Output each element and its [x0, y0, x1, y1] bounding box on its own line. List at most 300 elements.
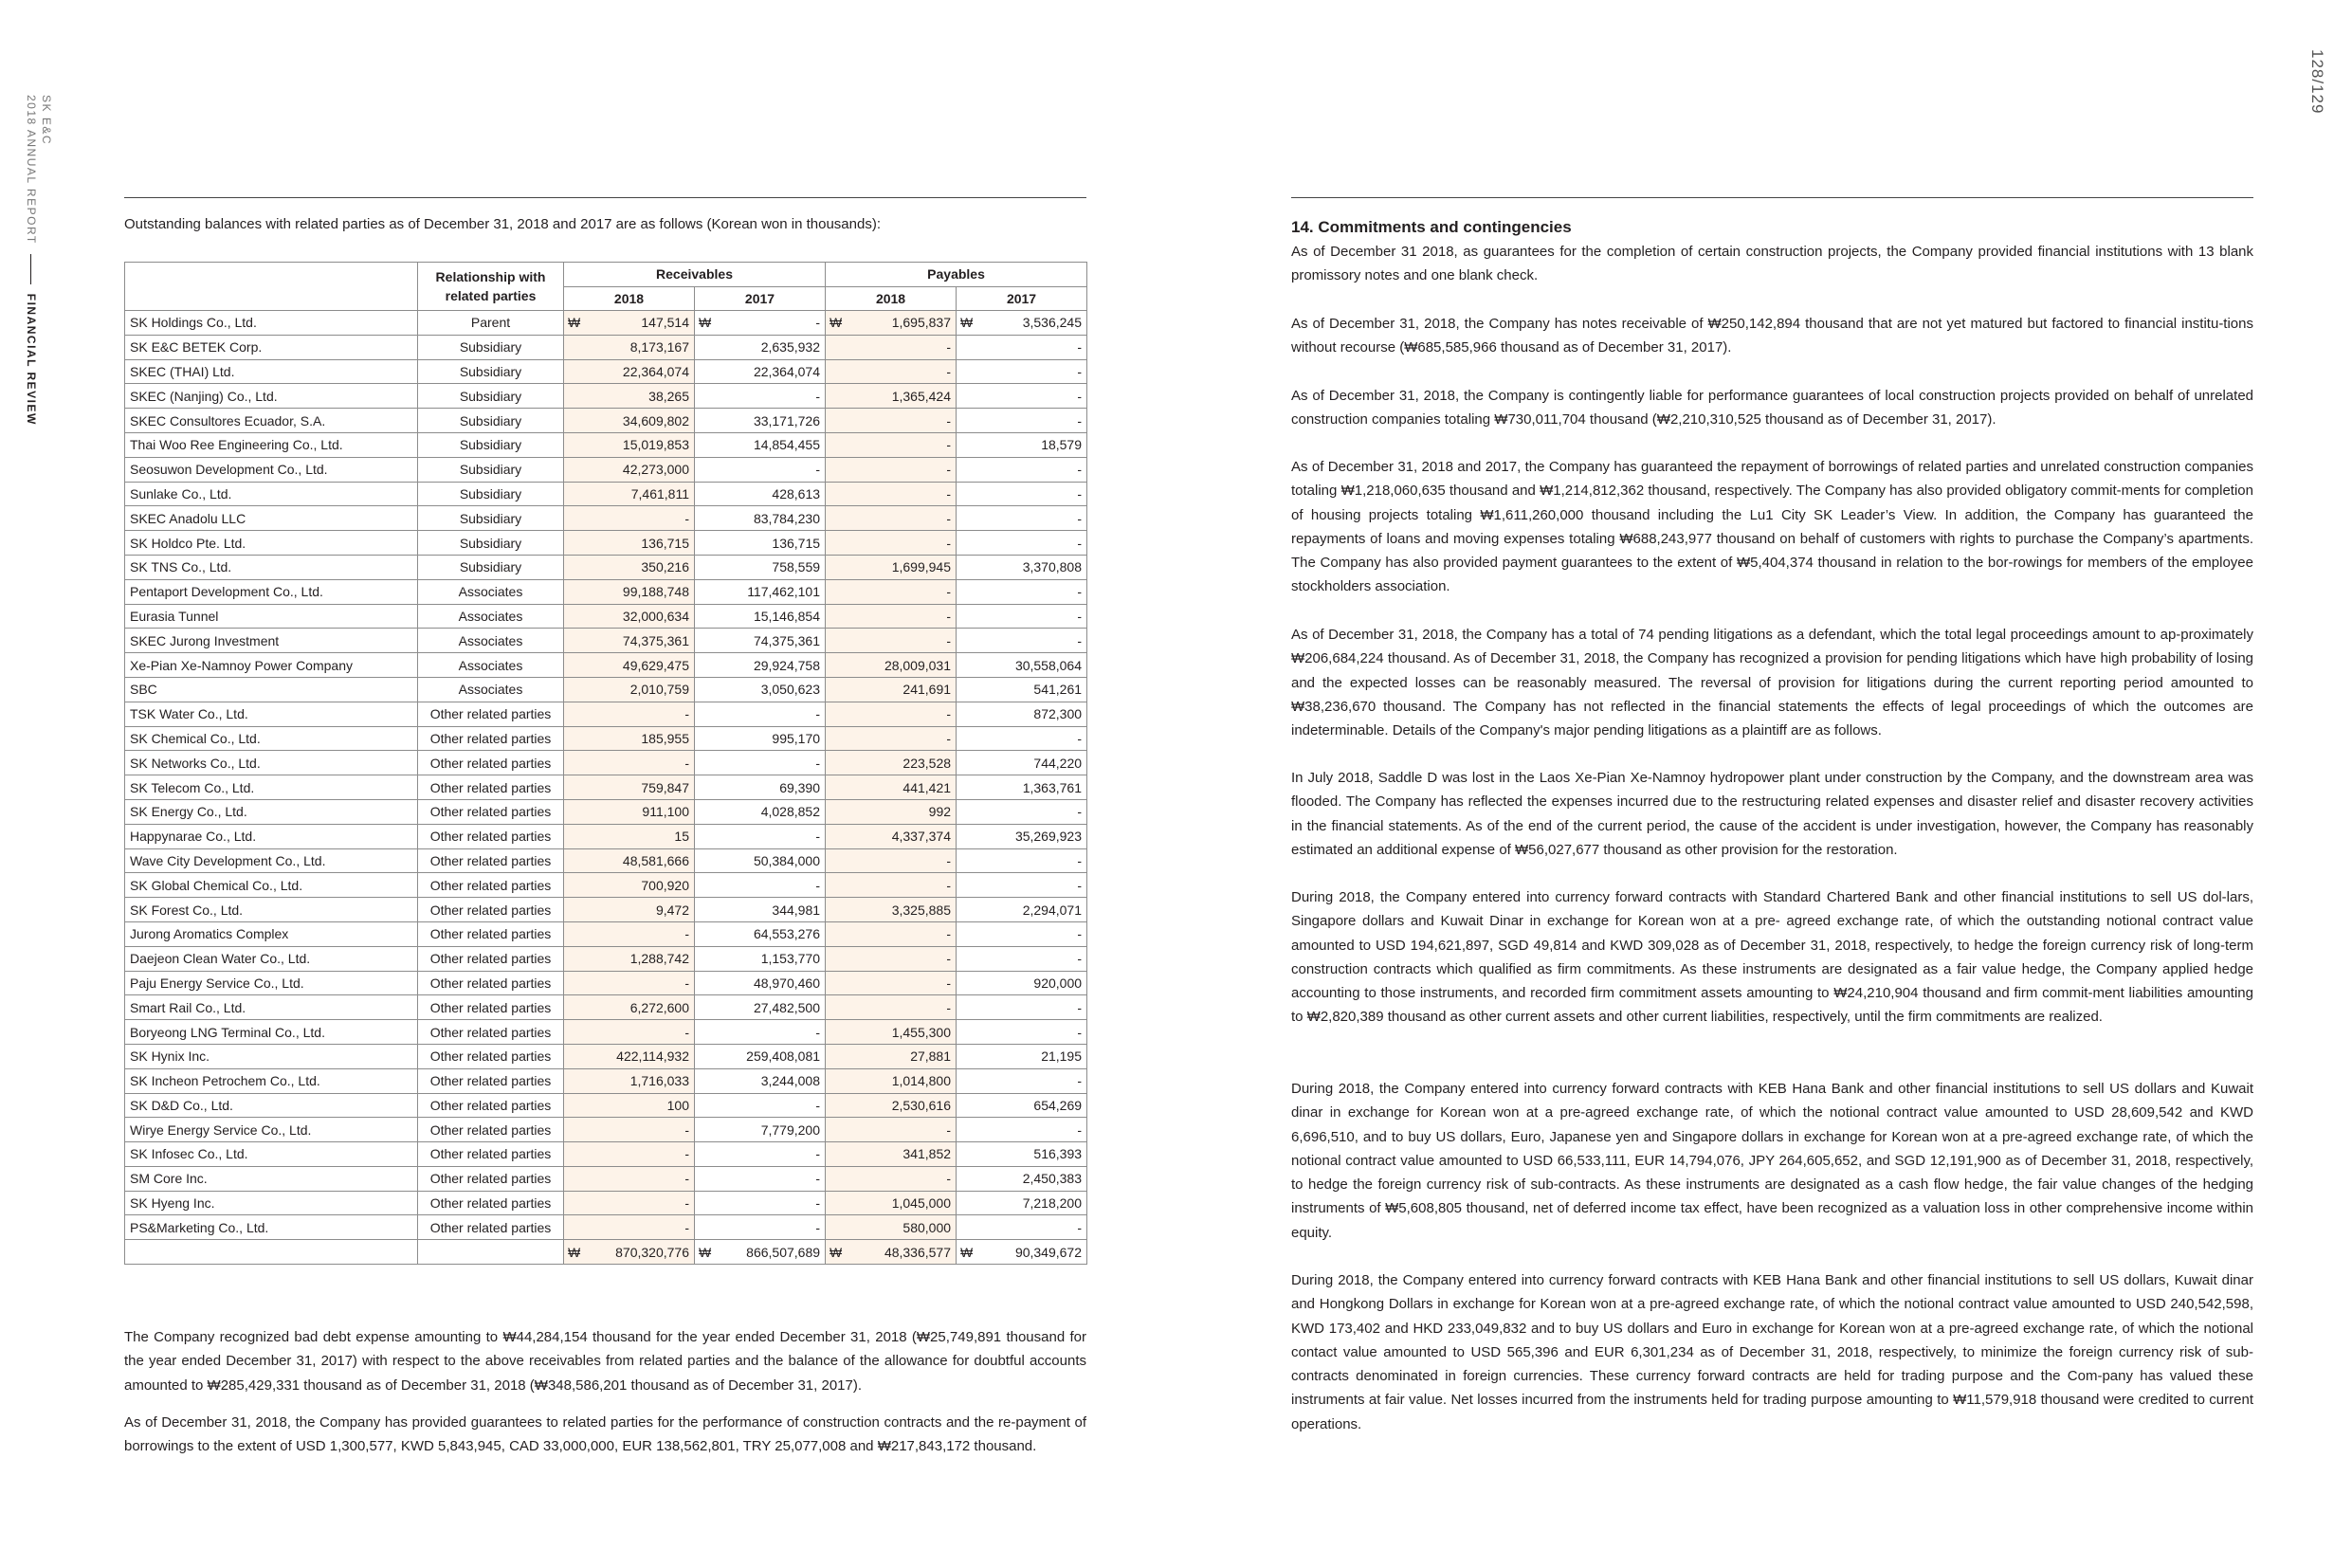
amount-value: 344,981 — [772, 902, 821, 918]
currency-symbol: ₩ — [830, 315, 843, 331]
company-name: SK Global Chemical Co., Ltd. — [125, 873, 418, 898]
amount-value: - — [684, 510, 689, 526]
table-row — [125, 1020, 1087, 1045]
amount-r17 — [695, 482, 826, 506]
amount-value: - — [1077, 999, 1083, 1015]
amount-r18 — [564, 775, 695, 800]
amount-p18 — [826, 873, 957, 898]
table-row — [125, 921, 1087, 946]
amount-p17 — [957, 848, 1087, 873]
amount-value: 48,970,460 — [753, 975, 821, 991]
amount-value: 50,384,000 — [753, 852, 821, 868]
amount-r17 — [695, 824, 826, 848]
amount-value: 1,695,837 — [891, 315, 952, 331]
company-name: SK Hyeng Inc. — [125, 1191, 418, 1215]
amount-value: - — [946, 363, 952, 379]
amount-r18 — [564, 799, 695, 824]
amount-value: 759,847 — [641, 779, 689, 795]
amount-r18 — [564, 946, 695, 971]
amount-value: 2,010,759 — [629, 682, 689, 698]
amount-r17 — [695, 457, 826, 482]
amount-p18 — [826, 1118, 957, 1142]
amount-value: - — [815, 829, 821, 845]
amount-p17 — [957, 506, 1087, 531]
amount-value: 3,050,623 — [760, 682, 821, 698]
amount-p17 — [957, 1044, 1087, 1068]
relationship: Subsidiary — [418, 555, 564, 579]
amount-value: 350,216 — [641, 559, 689, 575]
table-row — [125, 751, 1087, 775]
amount-p17 — [957, 873, 1087, 898]
amount-r17 — [695, 1166, 826, 1191]
page-number: 128/129 — [2308, 49, 2326, 115]
amount-value: - — [1077, 535, 1083, 551]
amount-value: 147,514 — [641, 315, 689, 331]
amount-p17 — [957, 482, 1087, 506]
amount-value: 27,482,500 — [753, 999, 821, 1015]
company-name: Happynarae Co., Ltd. — [125, 824, 418, 848]
amount-value: - — [946, 510, 952, 526]
amount-value: - — [1077, 804, 1083, 820]
amount-p18 — [826, 1093, 957, 1118]
amount-p18 — [826, 335, 957, 359]
amount-value: - — [946, 1171, 952, 1187]
relationship: Associates — [418, 677, 564, 702]
amount-value: 441,421 — [903, 779, 952, 795]
table-row — [125, 677, 1087, 702]
amount-p17 — [957, 311, 1087, 336]
amount-p18 — [826, 1142, 957, 1167]
amount-r18 — [564, 555, 695, 579]
relationship: Subsidiary — [418, 506, 564, 531]
section-heading: 14. Commitments and contingencies — [1291, 218, 1572, 236]
amount-p18 — [826, 775, 957, 800]
amount-p17 — [957, 775, 1087, 800]
header-receivables: Receivables — [564, 263, 826, 287]
amount-value: 64,553,276 — [753, 926, 821, 942]
amount-value: - — [815, 388, 821, 404]
paragraph-1: As of December 31 2018, as guarantees for the completion of certain construction projects, the Company provided financial institutions with 13 blank promissory notes and one blank check. — [1291, 244, 2253, 284]
amount-value: 2,294,071 — [1022, 902, 1083, 918]
currency-symbol: ₩ — [960, 1244, 974, 1260]
amount-value: - — [1077, 462, 1083, 478]
amount-r17 — [695, 873, 826, 898]
amount-p18 — [826, 946, 957, 971]
relationship: Other related parties — [418, 921, 564, 946]
amount-p18 — [826, 482, 957, 506]
amount-value: 1,153,770 — [760, 951, 821, 967]
amount-value: 1,699,945 — [891, 559, 952, 575]
relationship: Associates — [418, 629, 564, 653]
amount-value: - — [1077, 1121, 1083, 1138]
table-row — [125, 531, 1087, 556]
company-name: Eurasia Tunnel — [125, 604, 418, 629]
amount-p17 — [957, 1142, 1087, 1167]
amount-p18 — [826, 653, 957, 678]
amount-value: 35,269,923 — [1014, 829, 1083, 845]
amount-p17 — [957, 921, 1087, 946]
table-row — [125, 873, 1087, 898]
company-name: SKEC (THAI) Ltd. — [125, 359, 418, 384]
relationship: Subsidiary — [418, 457, 564, 482]
amount-p18 — [826, 579, 957, 604]
amount-p17 — [957, 409, 1087, 433]
amount-p18 — [826, 1191, 957, 1215]
amount-r18 — [564, 335, 695, 359]
amount-value: - — [946, 926, 952, 942]
amount-value: - — [815, 755, 821, 771]
company-name: Xe-Pian Xe-Namnoy Power Company — [125, 653, 418, 678]
amount-r18 — [564, 482, 695, 506]
bad-debt-paragraph: The Company recognized bad debt expense amounting to ₩44,284,154 thousand for the year ended December 31, 2018 (₩25,749,891 thousand for the year ended December 31, 2017) with respect to the above receivables from related parties and the balance of the allowance for doubtful accounts amounted to ₩285,429,331 thousand as of December 31, 2018 (₩348,586,201 thousand as of December 31, 2017). — [124, 1329, 1086, 1394]
relationship: Other related parties — [418, 873, 564, 898]
amount-r18 — [564, 1118, 695, 1142]
amount-value: - — [1077, 1024, 1083, 1040]
amount-p18 — [826, 898, 957, 922]
total-value: 866,507,689 — [746, 1244, 821, 1260]
amount-p18 — [826, 555, 957, 579]
amount-value: - — [684, 1171, 689, 1187]
amount-value: - — [946, 462, 952, 478]
amount-p17 — [957, 1118, 1087, 1142]
amount-r17 — [695, 971, 826, 995]
amount-p18 — [826, 995, 957, 1020]
amount-value: - — [684, 706, 689, 722]
amount-value: 28,009,031 — [884, 657, 952, 673]
sidebar-divider — [31, 254, 32, 284]
amount-r17 — [695, 1020, 826, 1045]
amount-r17 — [695, 921, 826, 946]
amount-r18 — [564, 506, 695, 531]
company-name: SK Hynix Inc. — [125, 1044, 418, 1068]
amount-value: - — [1077, 510, 1083, 526]
amount-r17 — [695, 1118, 826, 1142]
table-row — [125, 799, 1087, 824]
relationship: Other related parties — [418, 799, 564, 824]
company-name: SK Energy Co., Ltd. — [125, 799, 418, 824]
related-party-balances-table — [124, 262, 1087, 1265]
total-p17 — [957, 1240, 1087, 1265]
amount-p18 — [826, 677, 957, 702]
company-name: SKEC (Nanjing) Co., Ltd. — [125, 384, 418, 409]
amount-value: - — [684, 926, 689, 942]
header-payables: Payables — [826, 263, 1087, 287]
amount-value: - — [684, 1219, 689, 1235]
amount-value: - — [946, 951, 952, 967]
amount-r17 — [695, 995, 826, 1020]
total-r17 — [695, 1240, 826, 1265]
amount-value: 872,300 — [1033, 706, 1083, 722]
amount-p17 — [957, 1191, 1087, 1215]
amount-value: 341,852 — [903, 1146, 952, 1162]
amount-r17 — [695, 799, 826, 824]
amount-r18 — [564, 995, 695, 1020]
amount-value: - — [946, 730, 952, 746]
amount-p17 — [957, 702, 1087, 726]
amount-p17 — [957, 1166, 1087, 1191]
amount-p17 — [957, 457, 1087, 482]
company-name: Sunlake Co., Ltd. — [125, 482, 418, 506]
amount-p17 — [957, 1215, 1087, 1240]
company-name: SK Holdings Co., Ltd. — [125, 311, 418, 336]
amount-value: 136,715 — [641, 535, 689, 551]
amount-value: - — [946, 339, 952, 356]
amount-p18 — [826, 751, 957, 775]
amount-value: 911,100 — [642, 804, 689, 820]
amount-p18 — [826, 799, 957, 824]
amount-value: - — [815, 1146, 821, 1162]
amount-value: 1,455,300 — [891, 1024, 952, 1040]
header-company — [125, 263, 418, 311]
amount-value: - — [684, 1195, 689, 1212]
table-row — [125, 946, 1087, 971]
header-receivables-2017: 2017 — [695, 286, 826, 311]
sidebar-company: SK E&C — [40, 95, 53, 146]
amount-value: - — [946, 632, 952, 648]
relationship: Subsidiary — [418, 432, 564, 457]
amount-value: - — [1077, 852, 1083, 868]
amount-value: 920,000 — [1033, 975, 1083, 991]
amount-p18 — [826, 848, 957, 873]
amount-p18 — [826, 1166, 957, 1191]
amount-r17 — [695, 653, 826, 678]
amount-value: - — [815, 1195, 821, 1212]
amount-r18 — [564, 579, 695, 604]
company-name: Smart Rail Co., Ltd. — [125, 995, 418, 1020]
amount-r17 — [695, 1068, 826, 1093]
relationship: Other related parties — [418, 824, 564, 848]
currency-symbol: ₩ — [699, 1244, 712, 1260]
company-name: Pentaport Development Co., Ltd. — [125, 579, 418, 604]
amount-p17 — [957, 995, 1087, 1020]
amount-r17 — [695, 311, 826, 336]
company-name: SKEC Anadolu LLC — [125, 506, 418, 531]
amount-value: 7,779,200 — [760, 1121, 821, 1138]
amount-value: 1,716,033 — [629, 1073, 689, 1089]
amount-value: - — [815, 462, 821, 478]
amount-r18 — [564, 1068, 695, 1093]
amount-value: - — [815, 706, 821, 722]
amount-value: 2,635,932 — [760, 339, 821, 356]
amount-value: - — [1077, 1219, 1083, 1235]
paragraph-9: During 2018, the Company entered into currency forward contracts with KEB Hana Bank and other financial institutions to sell US dollars, Kuwait dinar and Hongkong Dollars in exchange for Korean won at a pre-agreed exchange rate, of which the notional contract value amounted to USD 240,542,598, KWD 173,402 and HKD 233,049,832 and to buy US dollars and Euro in exchange for Korean won at a pre-agreed exchange rate, of which the notional contact value amounted to USD 565,396 and EUR 6,301,234 as of December 31, 2018, respectively, to minimize the foreign currency risk of sub-contracts denominated in foreign currencies. These currency forward contracts are held for trading purpose and the Com-pany has valued these instruments at fair value. Net losses incurred from the instruments held for trading purpose amounting to ₩11,579,918 thousand were credited to current operations. — [1291, 1272, 2253, 1432]
amount-value: - — [1077, 363, 1083, 379]
amount-p17 — [957, 824, 1087, 848]
sidebar-report-label: 2018 ANNUAL REPORT — [25, 95, 38, 245]
amount-value: 33,171,726 — [753, 412, 821, 428]
table-row — [125, 1093, 1087, 1118]
amount-r18 — [564, 971, 695, 995]
amount-value: - — [815, 1171, 821, 1187]
amount-value: - — [684, 1024, 689, 1040]
amount-value: - — [946, 1121, 952, 1138]
relationship: Subsidiary — [418, 335, 564, 359]
amount-value: 2,450,383 — [1022, 1171, 1083, 1187]
company-name: SK Networks Co., Ltd. — [125, 751, 418, 775]
relationship: Subsidiary — [418, 409, 564, 433]
amount-value: - — [946, 608, 952, 624]
paragraph-3: As of December 31, 2018, the Company is contingently liable for performance guarantees of local construction projects provided on behalf of unrelated construction companies totaling ₩730,011,704 thousand (₩2,210,310,525 thousand as of December 31, 2017). — [1291, 388, 2253, 428]
header-payables-2018: 2018 — [826, 286, 957, 311]
amount-value: 32,000,634 — [622, 608, 689, 624]
relationship: Subsidiary — [418, 384, 564, 409]
amount-value: - — [815, 315, 821, 331]
paragraph-2: As of December 31, 2018, the Company has notes receivable of ₩250,142,894 thousand that are not yet matured but factored to financial institu-tions without recourse (₩685,585,966 thousand as of December 31, 2017). — [1291, 316, 2253, 356]
amount-p17 — [957, 1068, 1087, 1093]
amount-p17 — [957, 335, 1087, 359]
amount-p17 — [957, 1093, 1087, 1118]
amount-value: 99,188,748 — [622, 584, 689, 600]
amount-p17 — [957, 629, 1087, 653]
amount-value: 42,273,000 — [622, 462, 689, 478]
amount-r18 — [564, 432, 695, 457]
table-row — [125, 1118, 1087, 1142]
paragraph-6: In July 2018, Saddle D was lost in the Laos Xe-Pian Xe-Namnoy hydropower plant under construction by the Company, and the downstream area was flooded. The Company has reflected the expenses incurred due to the restructuring related expenses and disaster relief and disaster recovery activities in the financial statements. As of the end of the current period, the cause of the accident is under investigation, however, the Company has reasonably estimated an additional expense of ₩56,027,677 thousand as other provision for the restoration. — [1291, 770, 2253, 858]
amount-value: - — [1077, 877, 1083, 893]
amount-p17 — [957, 946, 1087, 971]
amount-value: 7,461,811 — [630, 485, 689, 501]
amount-value: - — [1077, 632, 1083, 648]
amount-value: - — [684, 1121, 689, 1138]
relationship: Other related parties — [418, 1215, 564, 1240]
total-label — [125, 1240, 418, 1265]
table-row — [125, 1215, 1087, 1240]
amount-p17 — [957, 677, 1087, 702]
relationship: Parent — [418, 311, 564, 336]
amount-r17 — [695, 751, 826, 775]
company-name: Wave City Development Co., Ltd. — [125, 848, 418, 873]
currency-symbol: ₩ — [568, 315, 581, 331]
amount-p18 — [826, 384, 957, 409]
amount-r18 — [564, 1215, 695, 1240]
company-name: SK Telecom Co., Ltd. — [125, 775, 418, 800]
amount-value: 1,363,761 — [1022, 779, 1083, 795]
total-relationship — [418, 1240, 564, 1265]
amount-p18 — [826, 359, 957, 384]
amount-value: 117,462,101 — [747, 584, 821, 600]
company-name: SK Incheon Petrochem Co., Ltd. — [125, 1068, 418, 1093]
relationship: Subsidiary — [418, 359, 564, 384]
amount-p17 — [957, 1020, 1087, 1045]
table-row — [125, 1044, 1087, 1068]
amount-value: 541,261 — [1033, 682, 1083, 698]
amount-value: 7,218,200 — [1022, 1195, 1083, 1212]
amount-value: - — [815, 877, 821, 893]
amount-r17 — [695, 359, 826, 384]
table-row — [125, 995, 1087, 1020]
amount-r18 — [564, 384, 695, 409]
amount-r17 — [695, 1191, 826, 1215]
relationship: Other related parties — [418, 751, 564, 775]
table-row — [125, 311, 1087, 336]
table-row — [125, 482, 1087, 506]
amount-r18 — [564, 848, 695, 873]
amount-value: 700,920 — [641, 877, 689, 893]
relationship: Other related parties — [418, 1142, 564, 1167]
amount-p17 — [957, 799, 1087, 824]
amount-value: 580,000 — [903, 1219, 952, 1235]
amount-value: 185,955 — [641, 730, 689, 746]
amount-r18 — [564, 824, 695, 848]
amount-value: 83,784,230 — [753, 510, 821, 526]
company-name: Paju Energy Service Co., Ltd. — [125, 971, 418, 995]
amount-p18 — [826, 1044, 957, 1068]
company-name: SKEC Jurong Investment — [125, 629, 418, 653]
amount-value: - — [1077, 1073, 1083, 1089]
left-top-rule — [124, 197, 1086, 198]
amount-value: 15,019,853 — [622, 437, 689, 453]
amount-value: 9,472 — [655, 902, 689, 918]
amount-r17 — [695, 1215, 826, 1240]
amount-value: 22,364,074 — [622, 363, 689, 379]
amount-value: 30,558,064 — [1014, 657, 1083, 673]
amount-value: - — [1077, 608, 1083, 624]
amount-r17 — [695, 1142, 826, 1167]
amount-value: 100 — [666, 1097, 689, 1113]
amount-value: 3,325,885 — [891, 902, 952, 918]
amount-p17 — [957, 579, 1087, 604]
amount-value: - — [946, 412, 952, 428]
amount-value: 1,288,742 — [629, 951, 689, 967]
amount-p18 — [826, 1215, 957, 1240]
sidebar-section-label: FINANCIAL REVIEW — [25, 293, 38, 426]
total-value: 870,320,776 — [615, 1244, 689, 1260]
header-payables-2017: 2017 — [957, 286, 1087, 311]
company-name: SK D&D Co., Ltd. — [125, 1093, 418, 1118]
amount-value: 6,272,600 — [629, 999, 689, 1015]
amount-r18 — [564, 921, 695, 946]
amount-r17 — [695, 432, 826, 457]
amount-value: - — [1077, 388, 1083, 404]
amount-r17 — [695, 898, 826, 922]
company-name: TSK Water Co., Ltd. — [125, 702, 418, 726]
relationship: Other related parties — [418, 1166, 564, 1191]
amount-value: 1,014,800 — [891, 1073, 952, 1089]
amount-value: 241,691 — [903, 682, 952, 698]
amount-value: - — [684, 975, 689, 991]
currency-symbol: ₩ — [960, 315, 974, 331]
header-receivables-2018: 2018 — [564, 286, 695, 311]
amount-value: 27,881 — [910, 1048, 952, 1065]
table-row — [125, 653, 1087, 678]
table-row — [125, 384, 1087, 409]
amount-value: 74,375,361 — [753, 632, 821, 648]
amount-value: - — [1077, 412, 1083, 428]
amount-r18 — [564, 1044, 695, 1068]
table-row — [125, 848, 1087, 873]
amount-r18 — [564, 653, 695, 678]
amount-r18 — [564, 1166, 695, 1191]
company-name: SK Holdco Pte. Ltd. — [125, 531, 418, 556]
amount-r17 — [695, 848, 826, 873]
amount-value: - — [1077, 926, 1083, 942]
amount-r17 — [695, 726, 826, 751]
amount-r18 — [564, 726, 695, 751]
amount-value: 654,269 — [1033, 1097, 1083, 1113]
company-name: Seosuwon Development Co., Ltd. — [125, 457, 418, 482]
amount-value: - — [946, 584, 952, 600]
company-name: Jurong Aromatics Complex — [125, 921, 418, 946]
relationship: Other related parties — [418, 726, 564, 751]
amount-value: 34,609,802 — [622, 412, 689, 428]
amount-r17 — [695, 555, 826, 579]
amount-p17 — [957, 384, 1087, 409]
amount-value: 3,536,245 — [1022, 315, 1083, 331]
amount-p17 — [957, 751, 1087, 775]
relationship: Subsidiary — [418, 482, 564, 506]
total-value: 90,349,672 — [1014, 1244, 1083, 1260]
amount-value: - — [946, 706, 952, 722]
